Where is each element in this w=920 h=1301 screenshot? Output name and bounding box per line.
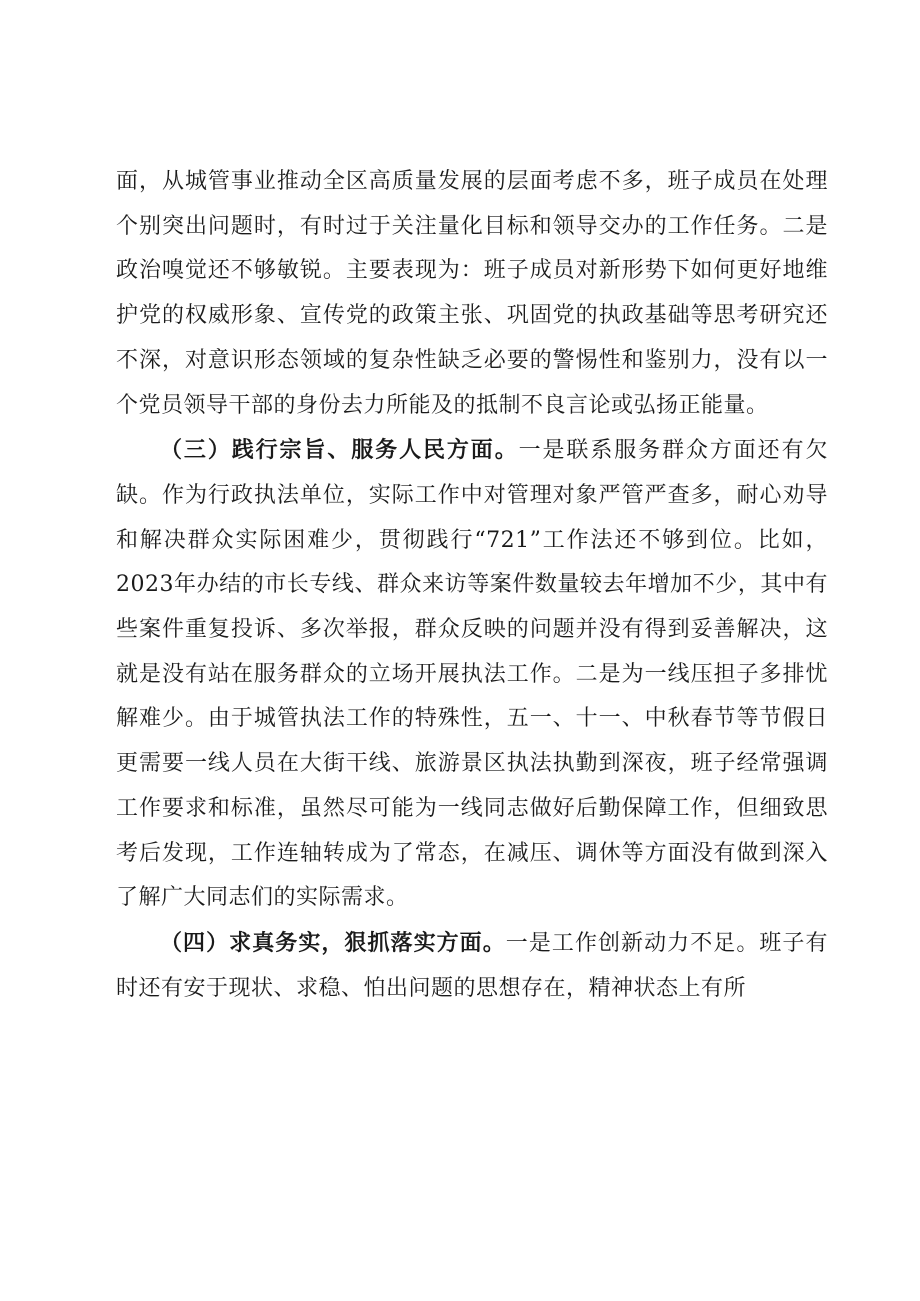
paragraph-continuation (116, 160, 828, 428)
document-body (116, 160, 828, 1011)
paragraph-section-three (116, 428, 828, 921)
paragraph-text: 一是工作创新动力不足。班子有时还有安于现状、求稳、怕出问题的思想存在，精神状态上有所 (116, 930, 828, 1001)
paragraph-text: 一是联系服务群众方面还有欠缺。作为行政执法单位，实际工作中对管理对象严管严查多，耐心劝导和解决群众实际困难少，贯彻践行“721”工作法还不够到位。比如，2023年办结的市长专线、群众来访等案件数量较去年增加不少，其中有些案件重复投诉、多次举报，群众反映的问题并没有得到妥善解决，这就是没有站在服务群众的立场开展执法工作。二是为一线压担子多排忧解难少。由于城管执法工作的特殊性，五一、十一、中秋春节等节假日更需要一线人员在大街干线、旅游景区执法执勤到深夜，班子经常强调工作要求和标准，虽然尽可能为一线同志做好后勤保障工作，但细致思考后发现，工作连轴转成为了常态，在减压、调休等方面没有做到深入了解广大同志们的实际需求。 (116, 438, 828, 911)
section-heading: （四）求真务实，狠抓落实方面。 (160, 929, 506, 956)
section-heading: （三）践行宗旨、服务人民方面。 (160, 437, 519, 464)
paragraph-text: 面，从城管事业推动全区高质量发展的层面考虑不多，班子成员在处理个别突出问题时，有时过于关注量化目标和领导交办的工作任务。二是政治嗅觉还不够敏锐。主要表现为：班子成员对新形势下如何更好地维护党的权威形象、宣传党的政策主张、巩固党的执政基础等思考研究还不深，对意识形态领域的复杂性缺乏必要的警惕性和鉴别力，没有以一个党员领导干部的身份去力所能及的抵制不良言论或弘扬正能量。 (116, 169, 828, 418)
paragraph-section-four (116, 921, 828, 1011)
